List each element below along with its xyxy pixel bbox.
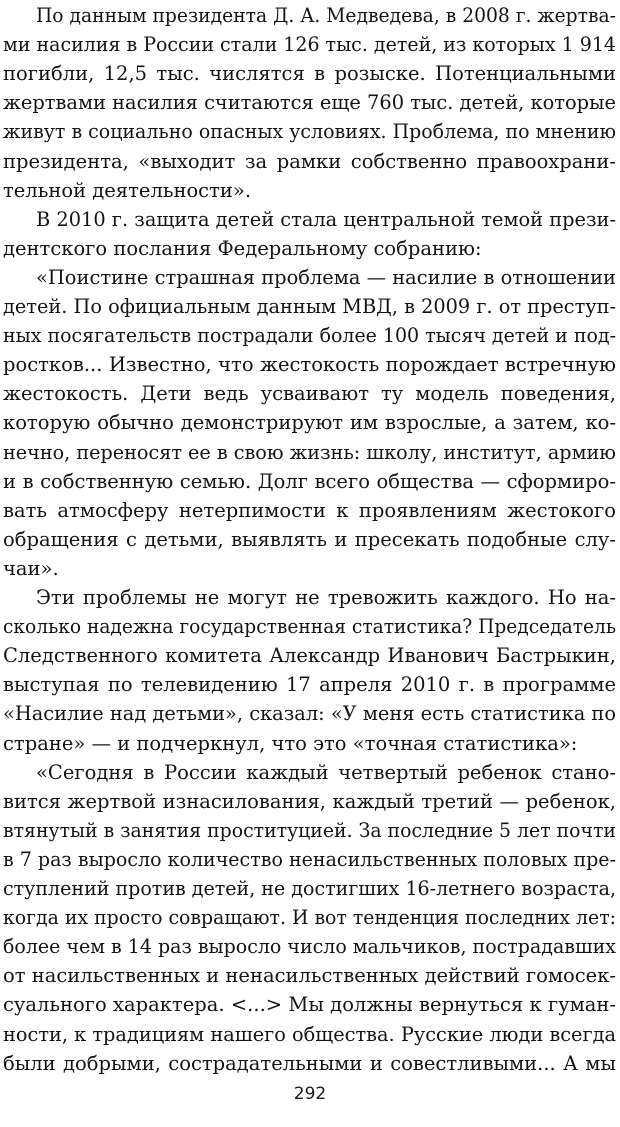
text-line: [0, 349, 620, 381]
text-line: [0, 29, 620, 61]
text-line-content: ности, к традициям нашего общества. Русские люди всегда: [3, 1022, 616, 1046]
text-line-content: выступая по телевидению 17 апреля 2010 г. в программе: [3, 673, 616, 697]
text-line-content: «Поистине страшная проблема — насилие в отношении: [36, 265, 616, 289]
text-line-content: нечно, переносят ее в свою жизнь: школу, институт, армию: [3, 440, 616, 464]
text-line: [0, 495, 620, 527]
text-line: [0, 1019, 620, 1051]
text-line-content: В 2010 г. защита детей стала центральной темой прези-: [36, 207, 616, 231]
text-line-content: дентского послания Федеральному собранию:: [3, 236, 482, 260]
text-line: [0, 931, 620, 963]
text-line-content: которую обычно демонстрируют им взрослые, а затем, ко-: [3, 411, 616, 435]
text-line-content: жестокость. Дети ведь усваивают ту модель поведения,: [3, 382, 616, 406]
text-line: [0, 786, 620, 818]
text-line: [0, 669, 620, 701]
text-line-content: вится жертвой изнасилования, каждый третий — ребенок,: [3, 789, 616, 813]
text-line: [0, 844, 620, 876]
text-line-content: «Насилие над детьми», сказал: «У меня есть статистика по: [3, 702, 616, 726]
text-line-content: обращения с детьми, выявлять и пресекать подобные слу-: [3, 527, 616, 551]
text-line-content: сколько надежна государственная статистика? Председатель: [3, 615, 616, 639]
text-line: [0, 989, 620, 1021]
text-line: [0, 815, 620, 847]
text-line: [0, 640, 620, 672]
text-line: [0, 582, 620, 614]
text-line: [0, 378, 620, 410]
text-line: [0, 728, 620, 760]
text-line: [0, 87, 620, 119]
text-line: [0, 233, 620, 265]
text-line-content: погибли, 12,5 тыс. числятся в розыске. Потенциальными: [3, 62, 616, 86]
text-line-content: ми насилия в России стали 126 тыс. детей, из которых 1 914: [3, 33, 616, 57]
text-line-content: стране» — и подчеркнул, что это «точная статистика»:: [3, 731, 578, 755]
text-line: [0, 611, 620, 643]
text-line: [0, 873, 620, 905]
text-line: [0, 960, 620, 992]
text-line-content: ростков... Известно, что жестокость порождает встречную: [3, 353, 616, 377]
text-line: [0, 553, 620, 585]
text-line-content: вать атмосферу нетерпимости к проявлениям жестокого: [3, 498, 616, 522]
text-line: [0, 262, 620, 294]
text-line-content: ступлений против детей, не достигших 16-летнего возраста,: [3, 877, 616, 900]
text-line-content: президента, «выходит за рамки собственно правоохрани-: [3, 149, 616, 173]
text-line-content: более чем в 14 раз выросло число мальчиков, пострадавших: [3, 935, 616, 959]
text-line: [0, 0, 620, 32]
text-line: [0, 902, 620, 934]
text-line: [0, 437, 620, 469]
text-line-content: Следственного комитета Александр Иванович Бастрыкин,: [3, 644, 616, 668]
text-line-content: от насильственных и ненасильственных действий гомосек-: [3, 964, 616, 988]
page-number: 292: [293, 1084, 327, 1104]
text-line-content: были добрыми, сострадательными и совестливыми... А мы: [3, 1051, 616, 1075]
text-line: [0, 1048, 620, 1080]
text-line-content: когда их просто совращают. И вот тенденция последних лет:: [3, 906, 616, 930]
text-line-content: ных посягательств пострадали более 100 тысяч детей и под-: [3, 324, 616, 348]
text-line: [0, 524, 620, 556]
text-line: [0, 146, 620, 178]
text-line: [0, 698, 620, 730]
text-line-content: втянутый в занятия проституцией. За последние 5 лет почти: [3, 818, 616, 842]
text-line: [0, 466, 620, 498]
text-line-content: По данным президента Д. А. Медведева, в 2008 г. жертва-: [36, 4, 616, 27]
text-line: [0, 757, 620, 789]
text-line-content: в 7 раз выросло количество ненасильственных половых пре-: [3, 847, 616, 871]
text-line: [0, 407, 620, 439]
text-line-content: суального характера. <...> Мы должны вернуться к гуман-: [3, 993, 616, 1017]
text-line-content: живут в социально опасных условиях. Проблема, по мнению: [3, 120, 616, 144]
text-line-content: чаи».: [3, 556, 59, 580]
text-line-content: тельной деятельности».: [3, 178, 252, 202]
text-line: [0, 320, 620, 352]
text-line-content: Эти проблемы не могут не тревожить каждого. Но на-: [36, 586, 616, 609]
text-line-content: «Сегодня в России каждый четвертый ребенок стано-: [36, 760, 616, 784]
text-line: [0, 116, 620, 148]
text-line-content: жертвами насилия считаются еще 760 тыс. детей, которые: [3, 91, 616, 115]
text-line-content: и в собственную семью. Долг всего общества — сформиро-: [3, 469, 616, 493]
text-line: [0, 291, 620, 323]
text-line: [0, 175, 620, 207]
text-line: [0, 204, 620, 236]
text-line-content: детей. По официальным данным МВД, в 2009 г. от преступ-: [3, 295, 616, 318]
text-line: [0, 58, 620, 90]
